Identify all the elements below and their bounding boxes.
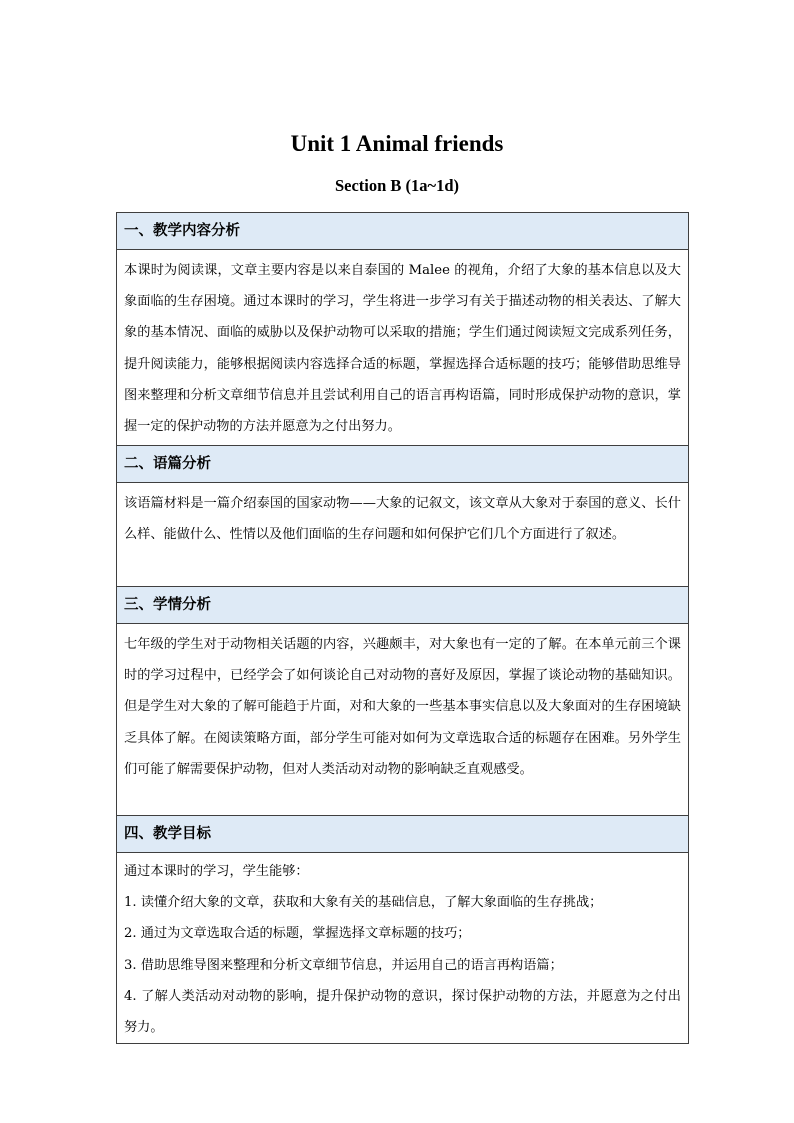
section-row [117, 853, 689, 1044]
section-heading-teaching-goals: 四、教学目标 [117, 816, 689, 853]
section-heading-content-analysis: 一、教学内容分析 [117, 213, 689, 250]
section-row [117, 446, 689, 483]
section-heading-text-analysis: 二、语篇分析 [117, 446, 689, 483]
section-row [117, 587, 689, 624]
document-title: Unit 1 Animal friends [290, 131, 504, 156]
section-heading-student-analysis: 三、学情分析 [117, 587, 689, 624]
section-row [117, 816, 689, 853]
goal-item: 2. 通过为文章选取合适的标题，掌握选择文章标题的技巧； [124, 926, 471, 942]
goal-item: 3. 借助思维导图来整理和分析文章细节信息，并运用自己的语言再构语篇； [124, 957, 563, 973]
section-body-student-analysis: 七年级的学生对于动物相关话题的内容，兴趣颇丰，对大象也有一定的了解。在本单元前三个课时的学习过程中，已经学会了如何谈论自己对动物的喜好及原因，掌握了谈论动物的基础知识。但是学生对大象的了解可能趋于片面，对和大象的一些基本事实信息以及大象面对的生存困境缺乏具体了解。在阅读策略方面，部分学生可能对如何为文章选取合适的标题存在困难。另外学生们可能了解需要保护动物，但对人类活动对动物的影响缺乏直观感受。 [117, 624, 689, 816]
goal-item: 1. 读懂介绍大象的文章，获取和大象有关的基础信息，了解大象面临的生存挑战； [124, 895, 603, 911]
section-row [117, 213, 689, 250]
section-row [117, 624, 689, 816]
goal-item: 4. 了解人类活动对动物的影响，提升保护动物的意识，探讨保护动物的方法，并愿意为之付出努力。 [124, 988, 681, 1036]
section-body-content-analysis: 本课时为阅读课，文章主要内容是以来自泰国的 Malee 的视角，介绍了大象的基本信息以及大象面临的生存困境。通过本课时的学习，学生将进一步学习有关于描述动物的相关表达、了解大象的基本情况、面临的威胁以及保护动物可以采取的措施；学生们通过阅读短文完成系列任务，提升阅读能力，能够根据阅读内容选择合适的标题，掌握选择合适标题的技巧；能够借助思维导图来整理和分析文章细节信息并且尝试利用自己的语言再构语篇，同时形成保护动物的意识，掌握一定的保护动物的方法并愿意为之付出努力。 [117, 250, 689, 446]
goals-intro: 通过本课时的学习，学生能够： [124, 864, 309, 879]
section-body-text-analysis: 该语篇材料是一篇介绍泰国的国家动物——大象的记叙文，该文章从大象对于泰国的意义、长什么样、能做什么、性情以及他们面临的生存问题和如何保护它们几个方面进行了叙述。 [117, 483, 689, 587]
section-body-teaching-goals [117, 853, 689, 1044]
lesson-plan-table [116, 212, 689, 1044]
section-row [117, 483, 689, 587]
document-subtitle: Section B (1a~1d) [334, 176, 460, 195]
section-row [117, 250, 689, 446]
